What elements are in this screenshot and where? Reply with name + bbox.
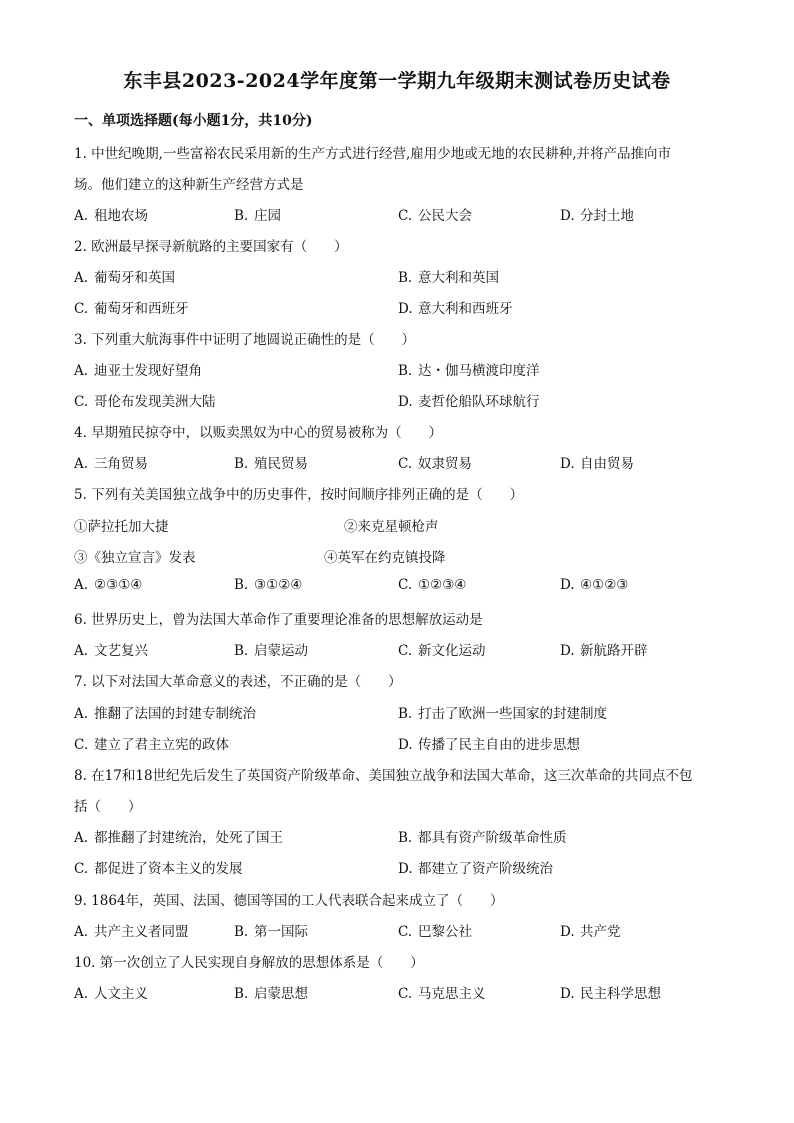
question-8-stem-line-1: 8. 在17和18世纪先后发生了英国资产阶级革命、美国独立战争和法国大革命，这三次革命的共同点不包 (74, 768, 693, 784)
question-6-stem: 6. 世界历史上，曾为法国大革命作了重要理论准备的思想解放运动是 (74, 612, 483, 628)
question-3-stem: 3. 下列重大航海事件中证明了地圆说正确性的是（ ） (74, 332, 416, 348)
question-10-option-c[interactable]: C. 马克思主义 (398, 986, 486, 1002)
question-2-option-a[interactable]: A. 葡萄牙和英国 (74, 270, 175, 286)
question-10-option-a[interactable]: A. 人文主义 (74, 986, 148, 1002)
question-5-option-b[interactable]: B. ③①②④ (234, 577, 303, 593)
question-8-option-c[interactable]: C. 都促进了资本主义的发展 (74, 861, 243, 877)
question-10-option-d[interactable]: D. 民主科学思想 (560, 986, 661, 1002)
question-3-option-a[interactable]: A. 迪亚士发现好望角 (74, 363, 202, 379)
question-9-option-b[interactable]: B. 第一国际 (234, 924, 308, 940)
question-7-option-c[interactable]: C. 建立了君主立宪的政体 (74, 737, 229, 753)
question-9-stem: 9. 1864年，英国、法国、德国等国的工人代表联合起来成立了（ ） (74, 893, 504, 909)
question-9-option-a[interactable]: A. 共产主义者同盟 (74, 924, 189, 940)
question-5-item-2: ②来克星顿枪声 (344, 519, 439, 535)
question-8-option-b[interactable]: B. 都具有资产阶级革命性质 (398, 830, 567, 846)
question-10-stem: 10. 第一次创立了人民实现自身解放的思想体系是（ ） (74, 955, 424, 971)
question-3-option-b[interactable]: B. 达・伽马横渡印度洋 (398, 363, 540, 379)
question-5-item-3: ③《独立宣言》发表 (74, 550, 196, 566)
question-1-stem-line-1: 1. 中世纪晚期,一些富裕农民采用新的生产方式进行经营,雇用少地或无地的农民耕种,并将产品推向市 (74, 146, 672, 162)
question-6-option-a[interactable]: A. 文艺复兴 (74, 643, 148, 659)
question-3-option-c[interactable]: C. 哥伦布发现美洲大陆 (74, 394, 216, 410)
question-3-option-d[interactable]: D. 麦哲伦船队环球航行 (398, 394, 540, 410)
question-2-stem: 2. 欧洲最早探寻新航路的主要国家有（ ） (74, 239, 348, 255)
question-8-option-a[interactable]: A. 都推翻了封建统治，处死了国王 (74, 830, 283, 846)
question-9-option-c[interactable]: C. 巴黎公社 (398, 924, 472, 940)
question-5-item-1: ①萨拉托加大捷 (74, 519, 169, 535)
question-10-option-b[interactable]: B. 启蒙思想 (234, 986, 308, 1002)
question-1-option-a[interactable]: A. 租地农场 (74, 208, 148, 224)
question-4-stem: 4. 早期殖民掠夺中，以贩卖黑奴为中心的贸易被称为（ ） (74, 425, 443, 441)
question-6-option-c[interactable]: C. 新文化运动 (398, 643, 486, 659)
question-2-option-d[interactable]: D. 意大利和西班牙 (398, 301, 513, 317)
question-5-stem: 5. 下列有关美国独立战争中的历史事件，按时间顺序排列正确的是（ ） (74, 487, 524, 503)
question-7-stem: 7. 以下对法国大革命意义的表述，不正确的是（ ） (74, 674, 402, 690)
question-4-option-b[interactable]: B. 殖民贸易 (234, 456, 308, 472)
question-1-option-c[interactable]: C. 公民大会 (398, 208, 472, 224)
question-5-option-c[interactable]: C. ①②③④ (398, 577, 467, 593)
question-7-option-b[interactable]: B. 打击了欧洲一些国家的封建制度 (398, 706, 607, 722)
question-2-option-b[interactable]: B. 意大利和英国 (398, 270, 499, 286)
question-4-option-c[interactable]: C. 奴隶贸易 (398, 456, 472, 472)
section-heading: 一、单项选择题(每小题1分，共10分) (74, 113, 313, 129)
question-1-option-b[interactable]: B. 庄园 (234, 208, 281, 224)
question-5-option-d[interactable]: D. ④①②③ (560, 577, 629, 593)
question-8-stem-line-2: 括（ ） (74, 799, 142, 815)
question-6-option-d[interactable]: D. 新航路开辟 (560, 643, 648, 659)
question-1-option-d[interactable]: D. 分封土地 (560, 208, 634, 224)
question-7-option-a[interactable]: A. 推翻了法国的封建专制统治 (74, 706, 256, 722)
question-7-option-d[interactable]: D. 传播了民主自由的进步思想 (398, 737, 580, 753)
question-1-stem-line-2: 场。他们建立的这种新生产经营方式是 (74, 177, 304, 193)
question-6-option-b[interactable]: B. 启蒙运动 (234, 643, 308, 659)
question-9-option-d[interactable]: D. 共产党 (560, 924, 621, 940)
question-5-option-a[interactable]: A. ②③①④ (74, 577, 143, 593)
question-5-item-4: ④英军在约克镇投降 (324, 550, 446, 566)
question-2-option-c[interactable]: C. 葡萄牙和西班牙 (74, 301, 189, 317)
exam-title: 东丰县2023-2024学年度第一学期九年级期末测试卷历史试卷 (123, 70, 671, 92)
question-4-option-d[interactable]: D. 自由贸易 (560, 456, 634, 472)
question-8-option-d[interactable]: D. 都建立了资产阶级统治 (398, 861, 553, 877)
question-4-option-a[interactable]: A. 三角贸易 (74, 456, 148, 472)
